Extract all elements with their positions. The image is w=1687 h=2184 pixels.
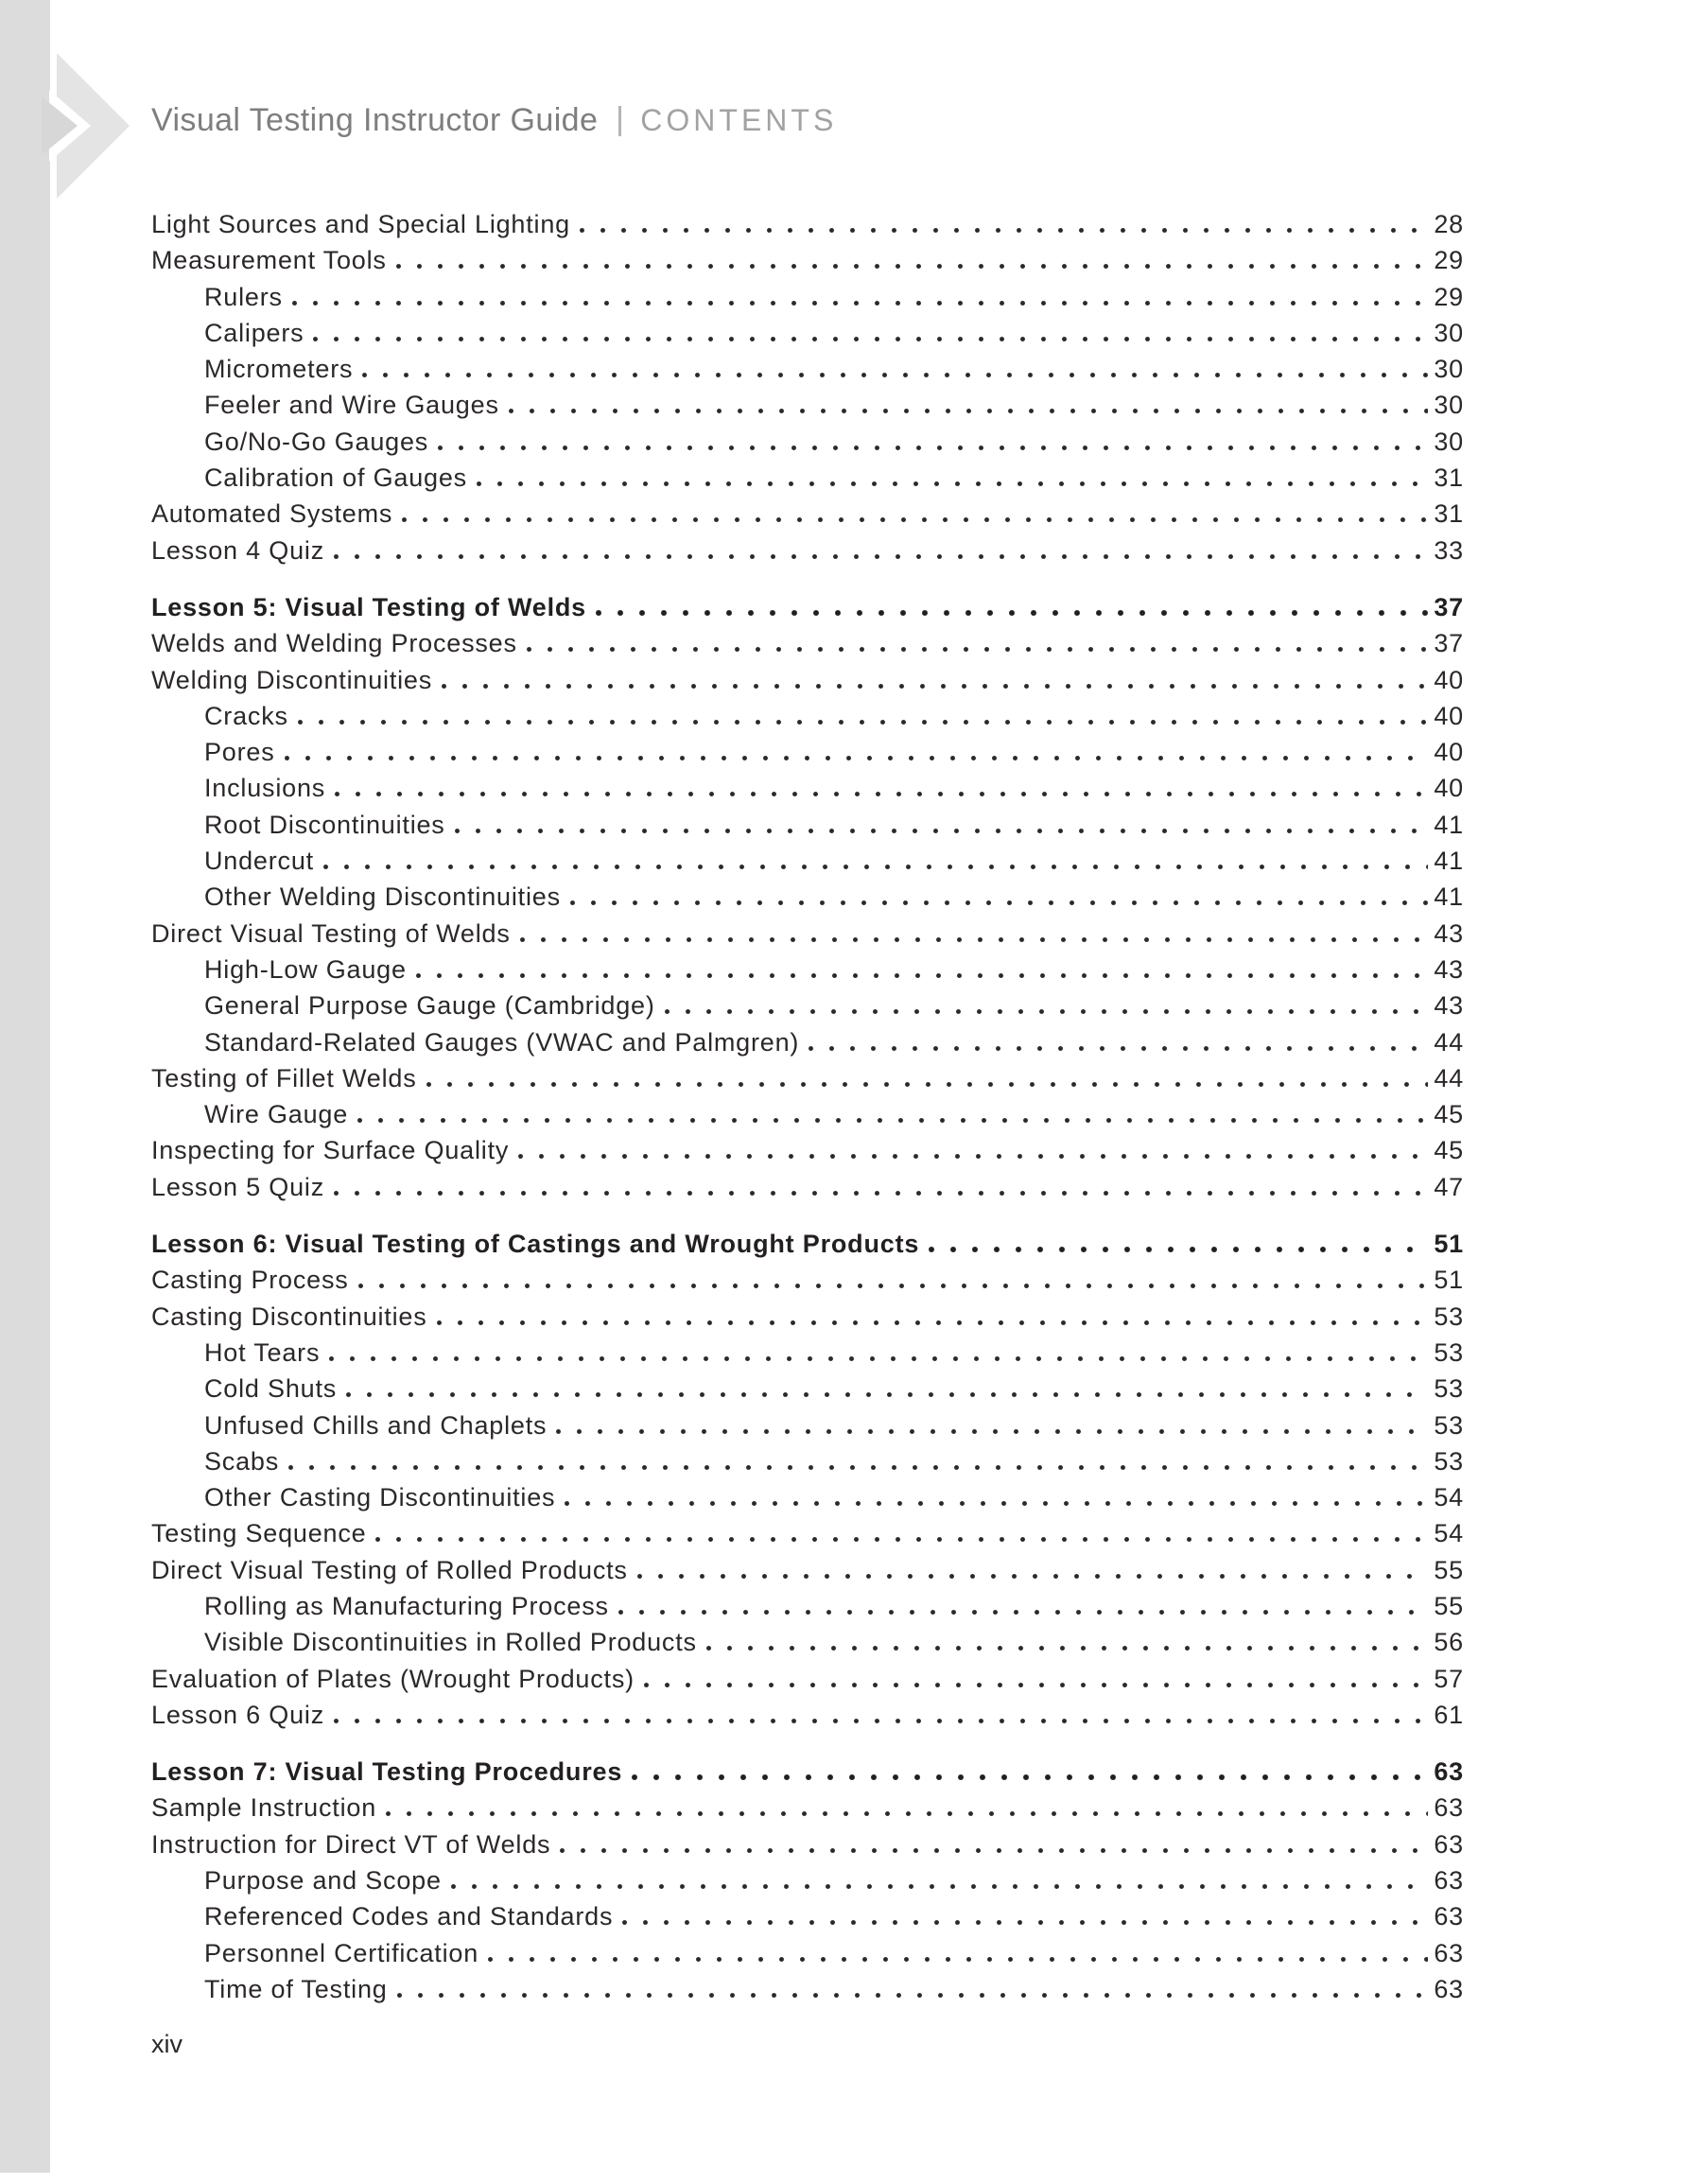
- dot-leader: [556, 1429, 1428, 1434]
- dot-leader: [451, 1884, 1429, 1889]
- toc-entry-label: Visible Discontinuities in Rolled Products: [204, 1628, 697, 1657]
- toc-entry-row: [151, 1519, 1464, 1555]
- toc-entry-row: [151, 1592, 1464, 1628]
- toc-entry-label: Instruction for Direct VT of Welds: [151, 1829, 551, 1859]
- toc-entry-page: 54: [1434, 1483, 1464, 1512]
- toc-entry-label: Purpose and Scope: [204, 1866, 442, 1896]
- toc-entry-page: 43: [1434, 954, 1464, 984]
- page-header: [151, 102, 837, 139]
- dot-leader: [438, 446, 1428, 450]
- toc-entry-page: 63: [1434, 1938, 1464, 1967]
- toc-entry-page: 55: [1434, 1591, 1464, 1620]
- toc-entry-page: 37: [1434, 629, 1464, 658]
- toc-entry-label: Inspecting for Surface Quality: [151, 1136, 510, 1165]
- toc-entry-page: 31: [1434, 499, 1464, 529]
- toc-entry-page: 40: [1434, 701, 1464, 730]
- toc-list: [151, 210, 1464, 2011]
- toc-entry-label: Cold Shuts: [204, 1374, 338, 1404]
- toc-entry-page: 30: [1434, 427, 1464, 456]
- toc-entry-label: Lesson 4 Quiz: [151, 535, 324, 565]
- toc-entry-label: Welding Discontinuities: [151, 665, 433, 694]
- toc-entry-page: 63: [1434, 1829, 1464, 1859]
- toc-entry-page: 45: [1434, 1136, 1464, 1165]
- toc-entry-label: Inclusions: [204, 774, 326, 803]
- toc-entry-label: Standard-Related Gauges (VWAC and Palmgren): [204, 1027, 800, 1057]
- toc-entry-page: 44: [1434, 1027, 1464, 1057]
- dot-leader: [618, 1610, 1429, 1615]
- toc-entry-page: 53: [1434, 1374, 1464, 1404]
- dot-leader: [375, 1537, 1428, 1542]
- toc-entry-row: [151, 1628, 1464, 1664]
- toc-entry-page: 41: [1434, 882, 1464, 912]
- toc-entry-page: 29: [1434, 246, 1464, 275]
- toc-entry-row: [151, 882, 1464, 918]
- toc-entry-page: 40: [1434, 738, 1464, 767]
- toc-lesson-heading-row: [151, 593, 1464, 629]
- toc-entry-row: [151, 283, 1464, 319]
- toc-entry-label: Referenced Codes and Standards: [204, 1902, 614, 1931]
- contents-label: CONTENTS: [640, 103, 838, 137]
- toc-entry-page: 33: [1434, 535, 1464, 565]
- dot-leader: [288, 1465, 1428, 1470]
- dot-leader: [397, 1993, 1429, 1998]
- dot-leader: [329, 1356, 1428, 1361]
- toc-entry-row: [151, 1556, 1464, 1592]
- toc-entry-page: 53: [1434, 1337, 1464, 1367]
- toc-entry-row: [151, 955, 1464, 991]
- dot-leader: [386, 1811, 1428, 1816]
- dot-leader: [565, 1501, 1428, 1506]
- toc-entry-row: [151, 919, 1464, 955]
- toc-entry-page: 63: [1434, 1902, 1464, 1931]
- toc-entry-row: [151, 1338, 1464, 1374]
- dot-leader: [357, 1118, 1428, 1123]
- toc-entry-row: [151, 1028, 1464, 1064]
- toc-entry-label: Lesson 7: Visual Testing Procedures: [151, 1757, 623, 1787]
- toc-entry-row: [151, 1374, 1464, 1410]
- toc-entry-label: Evaluation of Plates (Wrought Products): [151, 1664, 635, 1693]
- toc-entry-label: Automated Systems: [151, 499, 393, 529]
- dot-leader: [632, 1774, 1428, 1780]
- toc-entry-label: Casting Process: [151, 1266, 349, 1295]
- toc-entry-row: [151, 702, 1464, 738]
- toc-entry-row: [151, 1483, 1464, 1519]
- toc-entry-row: [151, 847, 1464, 882]
- toc-entry-row: [151, 210, 1464, 246]
- toc-entry-label: Rulers: [204, 282, 283, 311]
- toc-entry-row: [151, 1701, 1464, 1737]
- dot-leader: [518, 1154, 1428, 1159]
- toc-entry-label: Unfused Chills and Chaplets: [204, 1410, 548, 1440]
- toc-entry-page: 29: [1434, 282, 1464, 311]
- toc-lesson-heading-row: [151, 1230, 1464, 1266]
- dot-leader: [402, 517, 1428, 522]
- toc-entry-row: [151, 1302, 1464, 1338]
- toc-entry-page: 43: [1434, 918, 1464, 948]
- toc-entry-page: 30: [1434, 391, 1464, 420]
- toc-entry-label: Wire Gauge: [204, 1100, 349, 1129]
- toc-entry-row: [151, 991, 1464, 1027]
- toc-entry-page: 56: [1434, 1628, 1464, 1657]
- toc-entry-label: High-Low Gauge: [204, 954, 407, 984]
- toc-entry-label: Sample Instruction: [151, 1793, 377, 1823]
- toc-entry-page: 57: [1434, 1664, 1464, 1693]
- toc-entry-label: Go/No-Go Gauges: [204, 427, 429, 456]
- toc-entry-row: [151, 1830, 1464, 1866]
- dot-leader: [929, 1247, 1428, 1252]
- dot-leader: [580, 228, 1428, 233]
- dot-leader: [520, 937, 1429, 942]
- toc-entry-label: Welds and Welding Processes: [151, 629, 517, 658]
- dot-leader: [488, 1957, 1428, 1962]
- dot-leader: [298, 720, 1429, 725]
- toc-entry-row: [151, 1064, 1464, 1100]
- toc-entry-row: [151, 428, 1464, 463]
- toc-entry-row: [151, 1793, 1464, 1829]
- dot-leader: [362, 373, 1428, 377]
- toc-entry-label: Pores: [204, 738, 275, 767]
- dot-leader: [644, 1683, 1428, 1687]
- toc-entry-label: Time of Testing: [204, 1974, 388, 2003]
- toc-entry-row: [151, 355, 1464, 391]
- dot-leader: [527, 647, 1429, 652]
- toc-entry-row: [151, 1173, 1464, 1209]
- toc-entry-page: 63: [1434, 1866, 1464, 1896]
- toc-entry-row: [151, 1100, 1464, 1136]
- toc-entry-label: General Purpose Gauge (Cambridge): [204, 991, 655, 1021]
- toc-entry-row: [151, 629, 1464, 665]
- toc-entry-page: 45: [1434, 1100, 1464, 1129]
- toc-entry-row: [151, 536, 1464, 572]
- left-margin-strip: [0, 0, 50, 2173]
- toc-entry-label: Lesson 6: Visual Testing of Castings and Wrought Products: [151, 1230, 920, 1259]
- toc-entry-row: [151, 1665, 1464, 1701]
- toc-lesson-heading-row: [151, 1757, 1464, 1793]
- toc-entry-page: 63: [1434, 1974, 1464, 2003]
- toc-entry-label: Micrometers: [204, 355, 354, 384]
- toc-entry-page: 28: [1434, 210, 1464, 238]
- dot-leader: [323, 865, 1428, 869]
- dot-leader: [622, 1920, 1428, 1925]
- toc-entry-page: 31: [1434, 463, 1464, 493]
- toc-entry-page: 63: [1434, 1793, 1464, 1823]
- toc-entry-label: Cracks: [204, 701, 288, 730]
- toc-entry-row: [151, 246, 1464, 282]
- toc-entry-label: Testing Sequence: [151, 1519, 367, 1548]
- toc-entry-row: [151, 738, 1464, 774]
- dot-leader: [426, 1082, 1429, 1087]
- toc-entry-label: Root Discontinuities: [204, 810, 445, 839]
- dot-leader: [334, 1191, 1428, 1196]
- dot-leader: [637, 1574, 1429, 1579]
- dot-leader: [570, 900, 1428, 905]
- dot-leader: [334, 1719, 1428, 1723]
- book-title: Visual Testing Instructor Guide: [151, 102, 599, 138]
- toc-entry-page: 54: [1434, 1519, 1464, 1548]
- toc-entry-page: 61: [1434, 1700, 1464, 1729]
- dot-leader: [477, 481, 1428, 486]
- toc-entry-row: [151, 1447, 1464, 1483]
- header-separator: [618, 106, 621, 136]
- toc-entry-label: Other Casting Discontinuities: [204, 1483, 556, 1512]
- toc-entry-row: [151, 1866, 1464, 1902]
- toc-entry-row: [151, 1939, 1464, 1975]
- toc-entry-row: [151, 391, 1464, 427]
- toc-entry-page: 40: [1434, 665, 1464, 694]
- toc-entry-row: [151, 666, 1464, 702]
- folio-page-number: xiv: [151, 2030, 183, 2058]
- toc-entry-row: [151, 774, 1464, 810]
- toc-entry-page: 30: [1434, 318, 1464, 347]
- toc-entry-label: Direct Visual Testing of Welds: [151, 918, 511, 948]
- toc-entry-row: [151, 499, 1464, 535]
- toc-entry-label: Hot Tears: [204, 1337, 321, 1367]
- toc-entry-label: Lesson 5: Visual Testing of Welds: [151, 592, 586, 621]
- toc-entry-page: 53: [1434, 1410, 1464, 1440]
- toc-entry-page: 41: [1434, 810, 1464, 839]
- toc-entry-row: [151, 1136, 1464, 1172]
- toc-entry-page: 43: [1434, 991, 1464, 1021]
- dot-leader: [335, 792, 1428, 796]
- toc-entry-page: 41: [1434, 847, 1464, 876]
- toc-entry-label: Lesson 5 Quiz: [151, 1172, 324, 1201]
- toc-entry-label: Light Sources and Special Lighting: [151, 210, 570, 238]
- toc-entry-label: Scabs: [204, 1446, 280, 1476]
- toc-entry-label: Calipers: [204, 318, 304, 347]
- toc-entry-page: 55: [1434, 1555, 1464, 1584]
- dot-leader: [809, 1046, 1428, 1051]
- toc-entry-label: Personnel Certification: [204, 1938, 479, 1967]
- toc-entry-label: Measurement Tools: [151, 246, 387, 275]
- toc-entry-page: 51: [1434, 1230, 1464, 1259]
- toc-entry-page: 51: [1434, 1266, 1464, 1295]
- toc-entry-label: Testing of Fillet Welds: [151, 1063, 417, 1092]
- toc-entry-page: 47: [1434, 1172, 1464, 1201]
- toc-entry-page: 63: [1434, 1757, 1464, 1787]
- toc-entry-row: [151, 1902, 1464, 1938]
- toc-entry-label: Other Welding Discontinuities: [204, 882, 561, 912]
- dot-leader: [396, 264, 1429, 269]
- dot-leader: [285, 756, 1429, 760]
- page-footer: [151, 2030, 183, 2059]
- dot-leader: [437, 1320, 1429, 1325]
- dot-leader: [313, 337, 1428, 341]
- toc-entry-row: [151, 1975, 1464, 2011]
- toc-entry-row: [151, 1411, 1464, 1447]
- toc-entry-label: Undercut: [204, 847, 314, 876]
- toc-entry-page: 53: [1434, 1302, 1464, 1331]
- toc-entry-row: [151, 811, 1464, 847]
- toc-entry-label: Casting Discontinuities: [151, 1302, 427, 1331]
- toc-entry-row: [151, 319, 1464, 355]
- toc-entry-page: 37: [1434, 592, 1464, 621]
- dot-leader: [560, 1848, 1428, 1853]
- toc-entry-label: Calibration of Gauges: [204, 463, 467, 493]
- dot-leader: [358, 1284, 1429, 1288]
- dot-leader: [292, 301, 1429, 306]
- dot-leader: [706, 1646, 1429, 1651]
- dot-leader: [665, 1009, 1429, 1014]
- toc-entry-page: 44: [1434, 1063, 1464, 1092]
- toc-entry-row: [151, 463, 1464, 499]
- toc-entry-label: Lesson 6 Quiz: [151, 1700, 324, 1729]
- dot-leader: [455, 829, 1429, 833]
- dot-leader: [509, 409, 1429, 413]
- toc-entry-label: Direct Visual Testing of Rolled Products: [151, 1555, 628, 1584]
- toc-entry-page: 40: [1434, 774, 1464, 803]
- dot-leader: [596, 610, 1428, 616]
- toc-entry-page: 53: [1434, 1446, 1464, 1476]
- dot-leader: [442, 684, 1428, 689]
- toc-entry-row: [151, 1266, 1464, 1302]
- dot-leader: [346, 1392, 1428, 1397]
- dot-leader: [334, 554, 1428, 559]
- toc-entry-label: Rolling as Manufacturing Process: [204, 1591, 609, 1620]
- toc-entry-label: Feeler and Wire Gauges: [204, 391, 499, 420]
- toc-entry-page: 30: [1434, 355, 1464, 384]
- dot-leader: [416, 973, 1429, 978]
